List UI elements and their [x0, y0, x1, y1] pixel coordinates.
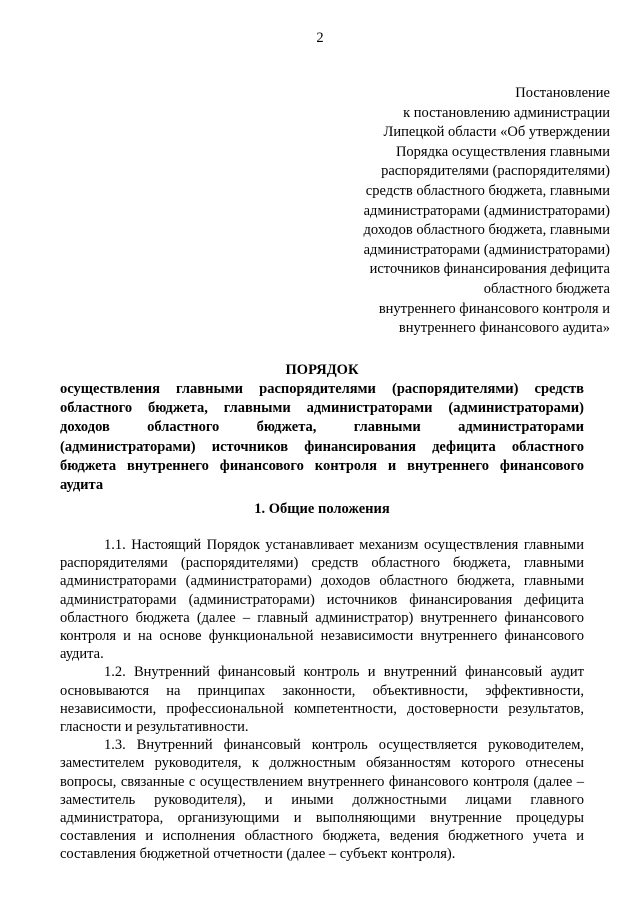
section-heading: 1. Общие положения [254, 501, 390, 517]
appendix-line: распорядителями (распорядителями) [381, 163, 610, 180]
appendix-line: Липецкой области «Об утверждении [383, 124, 610, 141]
body-text [60, 536, 584, 864]
paragraph-1-2: 1.2. Внутренний финансовый контроль и внутренний финансовый аудит основываются на принципах законности, объективности, эффективности, независимости, профессиональной компетентности, достоверности результатов, гласности и результативности. [60, 664, 584, 736]
appendix-line: Порядка осуществления главными [395, 143, 610, 160]
appendix-line: администраторами (администраторами) [363, 202, 610, 219]
page-number: 2 [316, 30, 324, 46]
appendix-line: средств областного бюджета, главными [365, 182, 610, 199]
appendix-line: к постановлению администрации [403, 104, 610, 121]
appendix-line: источников финансирования дефицита [369, 261, 610, 278]
appendix-line: внутреннего финансового аудита» [398, 320, 610, 337]
appendix-line: внутреннего финансового контроля и [378, 300, 610, 317]
document-subtitle: осуществления главными распорядителями (распорядителями) средств областного бюджета, главными администраторами (администраторами) доходов областного бюджета, главными администраторами (администраторами) источников финансирования дефицита областного бюджета внутреннего финансового контроля и внутреннего финансового аудита [60, 381, 584, 494]
document-title: ПОРЯДОК [285, 362, 359, 378]
paragraph-1-1: 1.1. Настоящий Порядок устанавливает механизм осуществления главными распорядителями (распорядителями) средств областного бюджета, главными администраторами (администраторами) доходов областного бюджета, главными администраторами (администраторами) источников финансирования дефицита областного бюджета (далее – главный администратор) внутреннего финансового контроля и на основе функциональной независимости внутреннего финансового аудита. [60, 537, 584, 663]
appendix-line: Постановление [515, 85, 610, 101]
appendix-line: областного бюджета [483, 280, 610, 297]
appendix-header [310, 84, 610, 339]
paragraph-1-3: 1.3. Внутренний финансовый контроль осуществляется руководителем, заместителем руководителя, к должностным обязанностям которого отнесены вопросы, связанные с осуществлением внутреннего финансового контроля (далее – заместитель руководителя), и иными должностными лицами главного администратора, организующими и выполняющими внутренние процедуры составления и исполнения областного бюджета, ведения бюджетного учета и составления бюджетной отчетности (далее – субъект контроля). [60, 737, 584, 863]
appendix-line: доходов областного бюджета, главными [363, 222, 610, 239]
appendix-line: администраторами (администраторами) [363, 241, 610, 258]
